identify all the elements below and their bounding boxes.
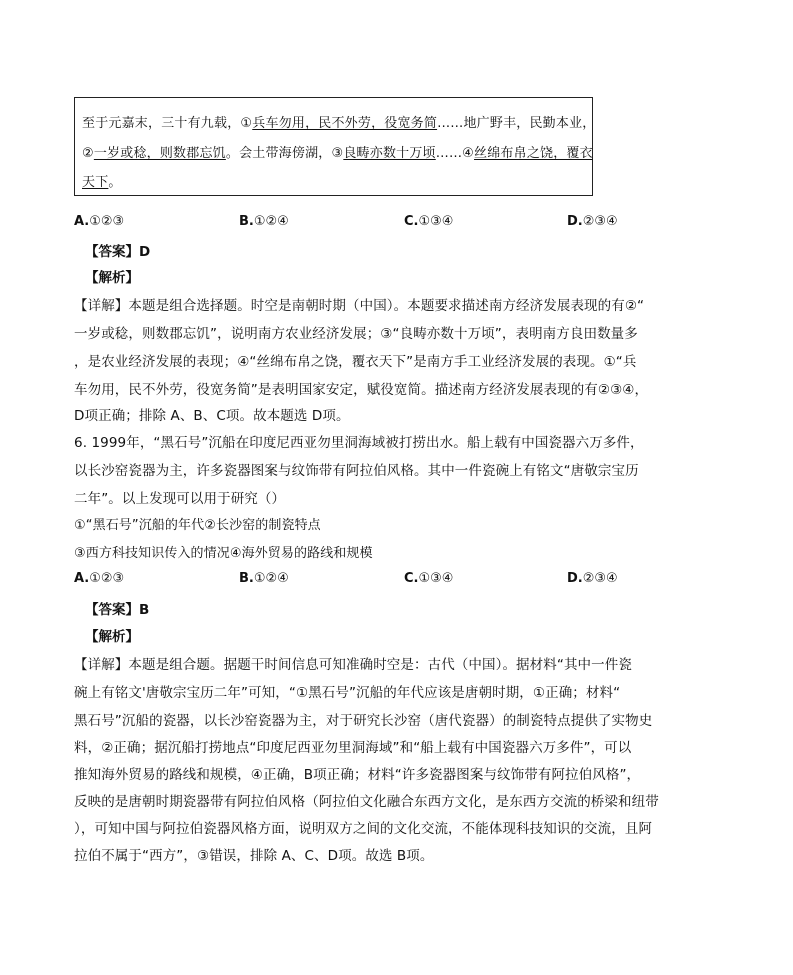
material-text: ② bbox=[82, 146, 94, 161]
detail-line: 【详解】本题是组合题。据题干时间信息可知准确时空是：古代（中国）。据材料“其中一件瓷 bbox=[74, 657, 632, 673]
option-b: B.①②④ bbox=[239, 571, 289, 586]
answer-label: 【答案】D bbox=[85, 244, 151, 260]
option-a: A.①②③ bbox=[74, 214, 125, 229]
detail-line: 【详解】本题是组合选择题。时空是南朝时期（中国）。本题要求描述南方经济发展表现的有②“ bbox=[74, 298, 645, 314]
material-text: ……地广野丰，民勤本业， bbox=[437, 116, 596, 131]
answer-label: 【答案】B bbox=[85, 602, 150, 618]
detail-line: ），可知中国与阿拉伯瓷器风格方面，说明双方之间的文化交流，不能体现科技知识的交流，且阿 bbox=[74, 821, 653, 837]
detail-line: 车勿用，民不外劳，役宽务简”是表明国家安定，赋役宽简。描述南方经济发展表现的有②③④， bbox=[74, 382, 649, 398]
detail-line: 料，②正确；据沉船打捞地点“印度尼西亚勿里洞海域”和“船上载有中国瓷器六万多件”，可以 bbox=[74, 740, 632, 756]
detail-line: 反映的是唐朝时期瓷器带有阿拉伯风格（阿拉伯文化融合东西方文化，是东西方交流的桥梁和纽带 bbox=[74, 794, 659, 810]
material-line-1 bbox=[82, 112, 595, 131]
answer-value: D bbox=[139, 244, 151, 260]
underlined-quote: 良畴亦数十万顷 bbox=[343, 146, 436, 161]
material-text: 。会土带海傍湖，③ bbox=[225, 146, 344, 161]
detail-line: 碗上有铭文'唐敬宗宝历二年”可知，“①黑石号”沉船的年代应该是唐朝时期，①正确；材料“ bbox=[74, 685, 621, 701]
underlined-quote: 兵车勿用，民不外劳，役宽务简 bbox=[252, 116, 438, 131]
detail-line: 一岁或稔，则数郡忘饥”，说明南方农业经济发展；③“良畴亦数十万顷”，表明南方良田数量多 bbox=[74, 326, 638, 342]
material-text: ……④ bbox=[435, 146, 475, 161]
question-stem: 以长沙窑瓷器为主，许多瓷器图案与纹饰带有阿拉伯风格。其中一件瓷碗上有铭文“唐敬宗宝历 bbox=[74, 463, 639, 479]
statement-line: ③西方科技知识传入的情况④海外贸易的路线和规模 bbox=[74, 546, 373, 561]
material-text: 。 bbox=[108, 175, 122, 190]
detail-line: 黑石号”沉船的瓷器，以长沙窑瓷器为主，对于研究长沙窑（唐代瓷器）的制瓷特点提供了实物史 bbox=[74, 713, 653, 729]
option-b: B.①②④ bbox=[239, 214, 289, 229]
material-text: 至于元嘉末，三十有九载，① bbox=[82, 116, 253, 131]
option-d: D.②③④ bbox=[567, 571, 618, 586]
detail-line: D项正确；排除 A、B、C项。故本题选 D项。 bbox=[74, 408, 350, 424]
statement-line: ①“黑石号”沉船的年代②长沙窑的制瓷特点 bbox=[74, 518, 321, 533]
analysis-label: 【解析】 bbox=[85, 629, 139, 645]
q5-options bbox=[74, 214, 714, 236]
underlined-quote: 天下 bbox=[82, 175, 109, 190]
answer-value: B bbox=[139, 602, 150, 618]
underlined-quote: 丝绵布帛之饶，覆衣 bbox=[474, 146, 593, 161]
detail-line: 拉伯不属于“西方”，③错误，排除 A、C、D项。故选 B项。 bbox=[74, 848, 434, 864]
material-line-2 bbox=[82, 142, 593, 161]
analysis-label: 【解析】 bbox=[85, 270, 139, 286]
q6-options bbox=[74, 571, 714, 593]
question-stem: 二年”。以上发现可以用于研究（） bbox=[74, 491, 286, 507]
option-a: A.①②③ bbox=[74, 571, 125, 586]
material-line-3 bbox=[82, 171, 122, 190]
option-c: C.①③④ bbox=[404, 571, 454, 586]
underlined-quote: 一岁或稔，则数郡忘饥 bbox=[93, 146, 226, 161]
detail-line: 推知海外贸易的路线和规模，④正确，B项正确；材料“许多瓷器图案与纹饰带有阿拉伯风格”， bbox=[74, 767, 641, 783]
option-d: D.②③④ bbox=[567, 214, 618, 229]
question-stem: 6. 1999年，“黑石号”沉船在印度尼西亚勿里洞海域被打捞出水。船上载有中国瓷器六万多件， bbox=[74, 435, 644, 451]
option-c: C.①③④ bbox=[404, 214, 454, 229]
detail-line: ，是农业经济发展的表现；④“丝绵布帛之饶，覆衣天下”是南方手工业经济发展的表现。①“兵 bbox=[74, 354, 637, 370]
